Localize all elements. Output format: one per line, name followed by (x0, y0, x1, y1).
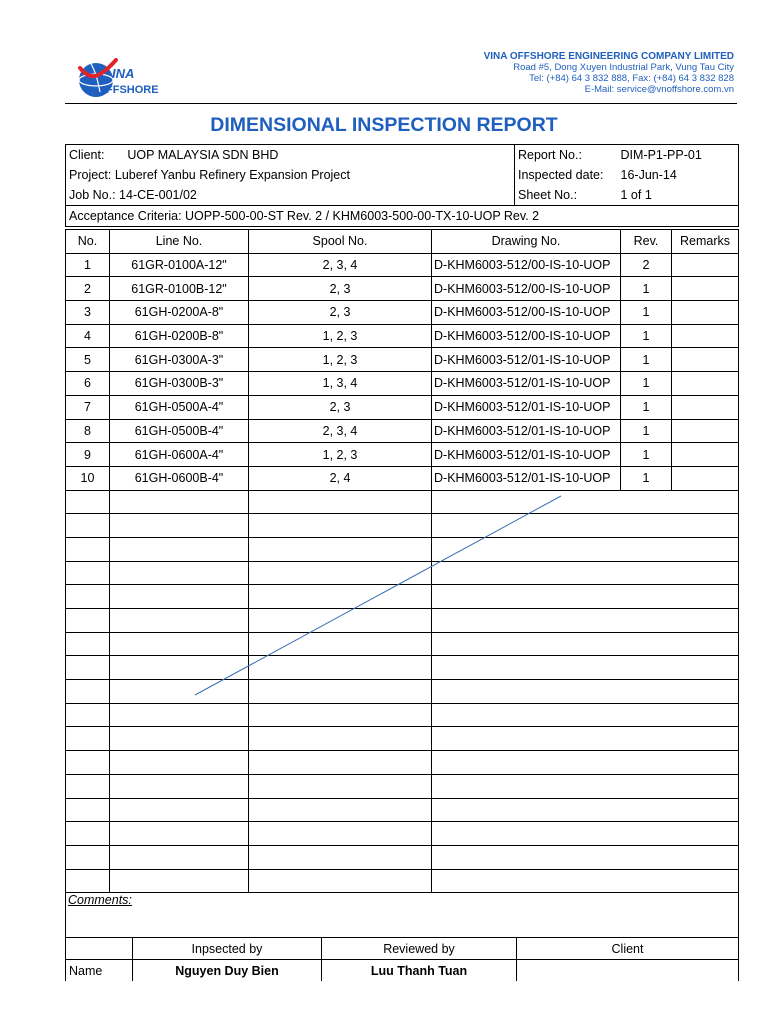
client-header: Client (517, 938, 739, 960)
blank-cell (432, 822, 621, 846)
blank-cell (66, 585, 110, 609)
blank-cell (621, 798, 672, 822)
comments-section (65, 890, 739, 937)
line-no: 61GH-0300B-3" (110, 372, 249, 396)
blank-row (66, 822, 739, 846)
blank-row (66, 585, 739, 609)
remarks (672, 301, 739, 325)
spool-no: 2, 3 (249, 277, 432, 301)
blank-cell (110, 561, 249, 585)
blank-cell (110, 490, 249, 514)
remarks (672, 395, 739, 419)
blank-cell (432, 845, 621, 869)
blank-cell (66, 561, 110, 585)
reviewed-by-header: Reviewed by (322, 938, 517, 960)
blank-cell (110, 751, 249, 775)
blank-cell (621, 537, 672, 561)
blank-cell (621, 609, 672, 633)
drawing-no: D-KHM6003-512/01-IS-10-UOP (432, 395, 621, 419)
line-no: 61GH-0500A-4" (110, 395, 249, 419)
blank-cell (621, 680, 672, 704)
spool-no: 1, 2, 3 (249, 348, 432, 372)
spool-no: 2, 3 (249, 301, 432, 325)
table-header-row (66, 230, 739, 254)
table-row (66, 466, 739, 490)
blank-row (66, 727, 739, 751)
remarks (672, 277, 739, 301)
spool-no: 1, 3, 4 (249, 372, 432, 396)
report-info-table (65, 144, 739, 227)
blank-row (66, 703, 739, 727)
blank-cell (621, 585, 672, 609)
blank-cell (672, 537, 739, 561)
blank-row (66, 798, 739, 822)
line-no: 61GH-0600A-4" (110, 443, 249, 467)
row-number: 7 (66, 395, 110, 419)
blank-cell (249, 537, 432, 561)
remarks (672, 466, 739, 490)
line-no: 61GR-0100B-12" (110, 277, 249, 301)
sheet-no-value: 1 of 1 (618, 185, 739, 206)
blank-cell (672, 561, 739, 585)
spool-no: 2, 3, 4 (249, 419, 432, 443)
blank-cell (110, 632, 249, 656)
drawing-no: D-KHM6003-512/01-IS-10-UOP (432, 419, 621, 443)
project-label: Project: (69, 168, 112, 182)
row-number: 8 (66, 419, 110, 443)
remarks (672, 372, 739, 396)
blank-cell (66, 632, 110, 656)
blank-cell (249, 774, 432, 798)
project-cell (66, 165, 515, 185)
row-number: 9 (66, 443, 110, 467)
blank-cell (432, 751, 621, 775)
line-no: 61GR-0100A-12" (110, 253, 249, 277)
drawing-no: D-KHM6003-512/01-IS-10-UOP (432, 443, 621, 467)
vina-offshore-logo-icon (76, 58, 176, 100)
blank-cell (110, 703, 249, 727)
blank-cell (672, 751, 739, 775)
job-cell (66, 185, 515, 206)
blank-cell (249, 561, 432, 585)
client-cell (66, 145, 515, 166)
row-number: 3 (66, 301, 110, 325)
blank-cell (672, 490, 739, 514)
row-number: 1 (66, 253, 110, 277)
remarks (672, 419, 739, 443)
spool-no: 1, 2, 3 (249, 324, 432, 348)
blank-cell (110, 727, 249, 751)
blank-row (66, 537, 739, 561)
signature-table (65, 937, 739, 981)
spool-no: 1, 2, 3 (249, 443, 432, 467)
revision: 1 (621, 466, 672, 490)
blank-cell (621, 632, 672, 656)
blank-cell (621, 561, 672, 585)
row-number: 4 (66, 324, 110, 348)
blank-cell (621, 514, 672, 538)
blank-row (66, 656, 739, 680)
report-no-label: Report No.: (515, 145, 618, 166)
line-no: 61GH-0200B-8" (110, 324, 249, 348)
blank-cell (66, 537, 110, 561)
line-no: 61GH-0500B-4" (110, 419, 249, 443)
blank-cell (432, 774, 621, 798)
column-header: No. (66, 230, 110, 254)
remarks (672, 348, 739, 372)
revision: 1 (621, 395, 672, 419)
blank-row (66, 609, 739, 633)
blank-cell (621, 727, 672, 751)
blank-cell (432, 656, 621, 680)
blank-cell (249, 490, 432, 514)
drawing-no: D-KHM6003-512/01-IS-10-UOP (432, 348, 621, 372)
project-value: Luberef Yanbu Refinery Expansion Project (114, 168, 350, 182)
blank-cell (110, 798, 249, 822)
company-phone: Tel: (+84) 64 3 832 888, Fax: (+84) 64 3 832 828 (529, 73, 734, 84)
comments-label: Comments: (68, 893, 132, 907)
blank-cell (66, 727, 110, 751)
table-row (66, 395, 739, 419)
blank-cell (110, 680, 249, 704)
row-number: 2 (66, 277, 110, 301)
name-label: Name (66, 960, 133, 982)
revision: 1 (621, 372, 672, 396)
column-header: Spool No. (249, 230, 432, 254)
table-row (66, 324, 739, 348)
blank-cell (672, 822, 739, 846)
blank-cell (672, 774, 739, 798)
company-logo (76, 58, 176, 100)
blank-cell (249, 703, 432, 727)
column-header: Remarks (672, 230, 739, 254)
inspected-by-header: Inpsected by (133, 938, 322, 960)
header-divider (65, 103, 737, 104)
blank-cell (621, 490, 672, 514)
client-name (517, 960, 739, 982)
drawing-no: D-KHM6003-512/00-IS-10-UOP (432, 277, 621, 301)
drawing-no: D-KHM6003-512/01-IS-10-UOP (432, 372, 621, 396)
blank-cell (110, 609, 249, 633)
blank-cell (66, 680, 110, 704)
spool-no: 2, 3, 4 (249, 253, 432, 277)
blank-cell (432, 680, 621, 704)
revision: 1 (621, 277, 672, 301)
blank-cell (110, 774, 249, 798)
reviewer-name: Luu Thanh Tuan (322, 960, 517, 982)
company-name: VINA OFFSHORE ENGINEERING COMPANY LIMITED (483, 51, 734, 62)
table-row (66, 372, 739, 396)
blank-cell (432, 561, 621, 585)
drawing-no: D-KHM6003-512/00-IS-10-UOP (432, 324, 621, 348)
remarks (672, 324, 739, 348)
blank-cell (249, 656, 432, 680)
company-email[interactable]: E-Mail: service@vnoffshore.com.vn (584, 84, 734, 95)
line-no: 61GH-0200A-8" (110, 301, 249, 325)
job-value: 14-CE-001/02 (119, 188, 197, 202)
revision: 1 (621, 443, 672, 467)
blank-cell (672, 680, 739, 704)
blank-cell (249, 680, 432, 704)
blank-cell (672, 632, 739, 656)
table-row (66, 301, 739, 325)
revision: 1 (621, 301, 672, 325)
inspection-table (65, 229, 739, 893)
blank-cell (110, 537, 249, 561)
inspector-name: Nguyen Duy Bien (133, 960, 322, 982)
blank-row (66, 490, 739, 514)
blank-row (66, 751, 739, 775)
spool-no: 2, 4 (249, 466, 432, 490)
client-value: UOP MALAYSIA SDN BHD (127, 148, 279, 162)
blank-cell (432, 632, 621, 656)
blank-row (66, 680, 739, 704)
blank-cell (66, 798, 110, 822)
table-row (66, 253, 739, 277)
drawing-no: D-KHM6003-512/00-IS-10-UOP (432, 253, 621, 277)
column-header: Rev. (621, 230, 672, 254)
blank-cell (66, 514, 110, 538)
revision: 1 (621, 348, 672, 372)
blank-cell (432, 703, 621, 727)
blank-cell (432, 609, 621, 633)
report-title: DIMENSIONAL INSPECTION REPORT (210, 114, 558, 136)
remarks (672, 443, 739, 467)
logo-text-line2: FFSHORE (106, 84, 159, 96)
revision: 1 (621, 419, 672, 443)
blank-cell (672, 585, 739, 609)
blank-row (66, 632, 739, 656)
blank-cell (66, 703, 110, 727)
blank-cell (110, 845, 249, 869)
blank-cell (432, 585, 621, 609)
blank-cell (621, 822, 672, 846)
blank-cell (432, 490, 621, 514)
blank-cell (432, 514, 621, 538)
spool-no: 2, 3 (249, 395, 432, 419)
blank-cell (249, 798, 432, 822)
blank-row (66, 845, 739, 869)
sheet-no-label: Sheet No.: (515, 185, 618, 206)
blank-cell (66, 609, 110, 633)
blank-row (66, 561, 739, 585)
row-number: 5 (66, 348, 110, 372)
blank-cell (66, 656, 110, 680)
blank-cell (621, 845, 672, 869)
blank-cell (249, 514, 432, 538)
drawing-no: D-KHM6003-512/01-IS-10-UOP (432, 466, 621, 490)
revision: 1 (621, 324, 672, 348)
blank-cell (110, 514, 249, 538)
company-address: Road #5, Dong Xuyen Industrial Park, Vung Tau City (513, 62, 734, 73)
blank-row (66, 514, 739, 538)
blank-cell (66, 774, 110, 798)
blank-cell (249, 845, 432, 869)
client-label: Client: (69, 148, 105, 162)
company-info (484, 51, 734, 95)
inspected-date-value: 16-Jun-14 (618, 165, 739, 185)
column-header: Line No. (110, 230, 249, 254)
column-header: Drawing No. (432, 230, 621, 254)
table-row (66, 443, 739, 467)
blank-cell (110, 822, 249, 846)
blank-cell (66, 845, 110, 869)
blank-row (66, 774, 739, 798)
blank-cell (672, 656, 739, 680)
signature-corner (66, 938, 133, 960)
line-no: 61GH-0300A-3" (110, 348, 249, 372)
blank-cell (249, 585, 432, 609)
blank-cell (621, 751, 672, 775)
row-number: 10 (66, 466, 110, 490)
drawing-no: D-KHM6003-512/00-IS-10-UOP (432, 301, 621, 325)
blank-cell (432, 798, 621, 822)
blank-cell (672, 703, 739, 727)
blank-cell (672, 845, 739, 869)
job-label: Job No.: (69, 188, 116, 202)
blank-cell (621, 656, 672, 680)
blank-cell (621, 703, 672, 727)
blank-cell (672, 727, 739, 751)
acceptance-criteria: Acceptance Criteria: UOPP-500-00-ST Rev. 2 / KHM6003-500-00-TX-10-UOP Rev. 2 (66, 206, 739, 227)
blank-cell (249, 727, 432, 751)
logo-text-line1: INA (112, 66, 135, 81)
blank-cell (66, 490, 110, 514)
remarks (672, 253, 739, 277)
report-no-value: DIM-P1-PP-01 (618, 145, 739, 166)
revision: 2 (621, 253, 672, 277)
table-row (66, 419, 739, 443)
row-number: 6 (66, 372, 110, 396)
table-row (66, 277, 739, 301)
inspected-date-label: Inspected date: (515, 165, 618, 185)
blank-cell (249, 751, 432, 775)
blank-cell (110, 656, 249, 680)
blank-cell (249, 609, 432, 633)
blank-cell (672, 609, 739, 633)
blank-cell (432, 727, 621, 751)
blank-cell (432, 537, 621, 561)
blank-cell (672, 798, 739, 822)
blank-cell (110, 585, 249, 609)
blank-cell (672, 514, 739, 538)
blank-cell (621, 774, 672, 798)
line-no: 61GH-0600B-4" (110, 466, 249, 490)
blank-cell (66, 822, 110, 846)
blank-cell (249, 632, 432, 656)
table-row (66, 348, 739, 372)
blank-cell (249, 822, 432, 846)
blank-cell (66, 751, 110, 775)
